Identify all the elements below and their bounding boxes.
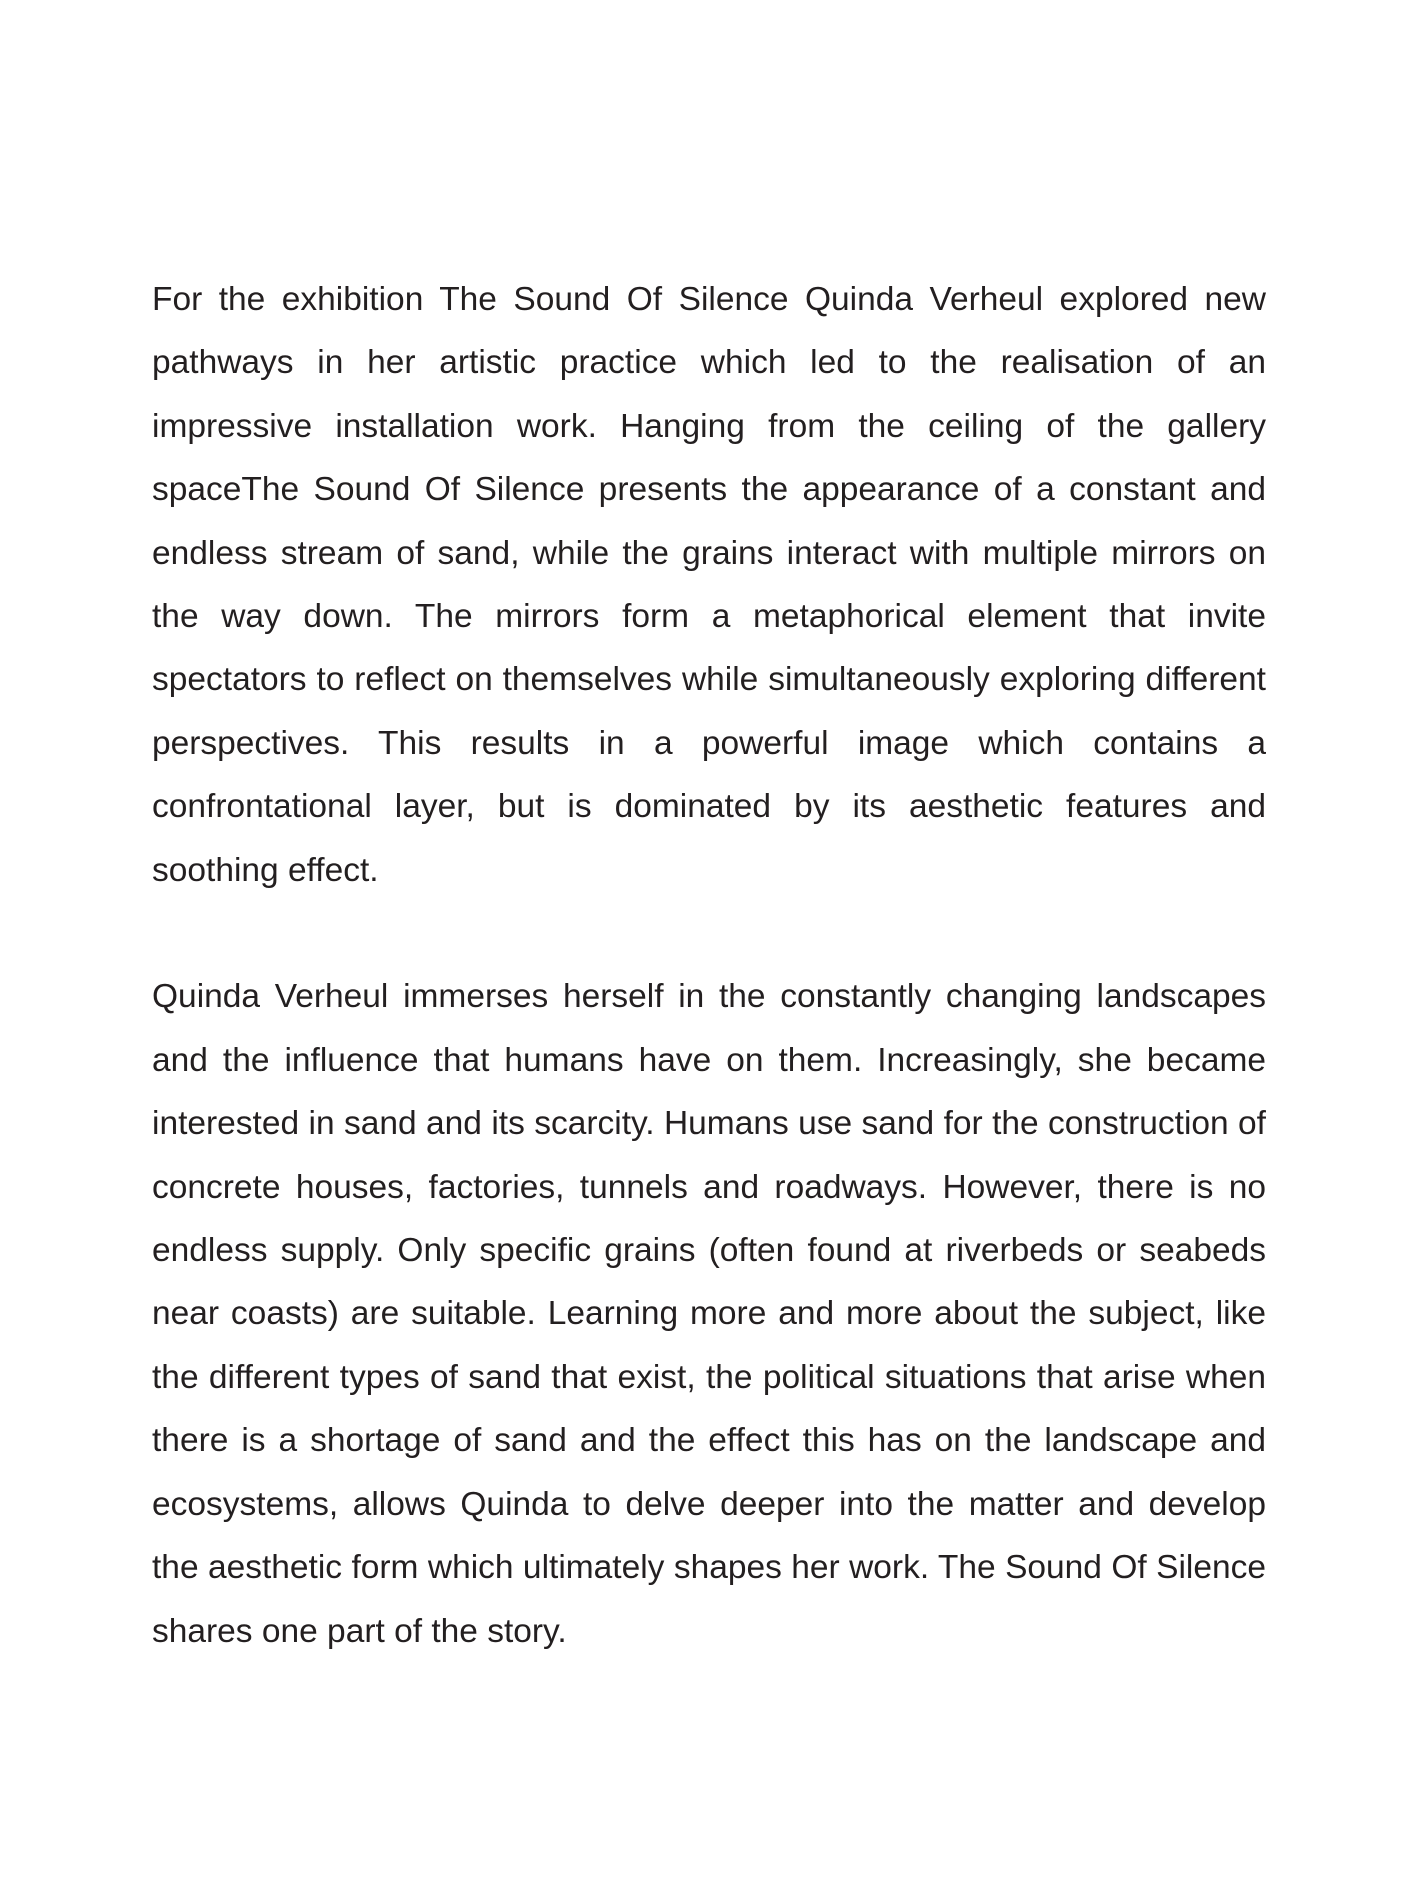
body-text <box>152 268 1266 1663</box>
paragraph-artist-background: Quinda Verheul immerses herself in the constantly changing landscapes and the influence that humans have on them. Increasingly, she became interested in sand and its scarcity. Humans use sand for the construction of concrete houses, factories, tunnels and roadways. However, there is no endless supply. Only specific grains (often found at riverbeds or seabeds near coasts) are suitable. Learning more and more about the subject, like the different types of sand that exist, the political situations that arise when there is a shortage of sand and the effect this has on the landscape and ecosystems, allows Quinda to delve deeper into the matter and develop the aesthetic form which ultimately shapes her work. The Sound Of Silence shares one part of the story. <box>152 978 1266 1650</box>
paragraph-exhibition-description: For the exhibition The Sound Of Silence Quinda Verheul explored new pathways in her artistic practice which led to the realisation of an impressive installation work. Hanging from the ceiling of the gallery spaceThe Sound Of Silence presents the appearance of a constant and endless stream of sand, while the grains interact with multiple mirrors on the way down. The mirrors form a metaphorical element that invite spectators to reflect on themselves while simultaneously exploring different perspectives. This results in a powerful image which contains a confrontational layer, but is dominated by its aesthetic features and soothing effect. <box>152 281 1266 889</box>
